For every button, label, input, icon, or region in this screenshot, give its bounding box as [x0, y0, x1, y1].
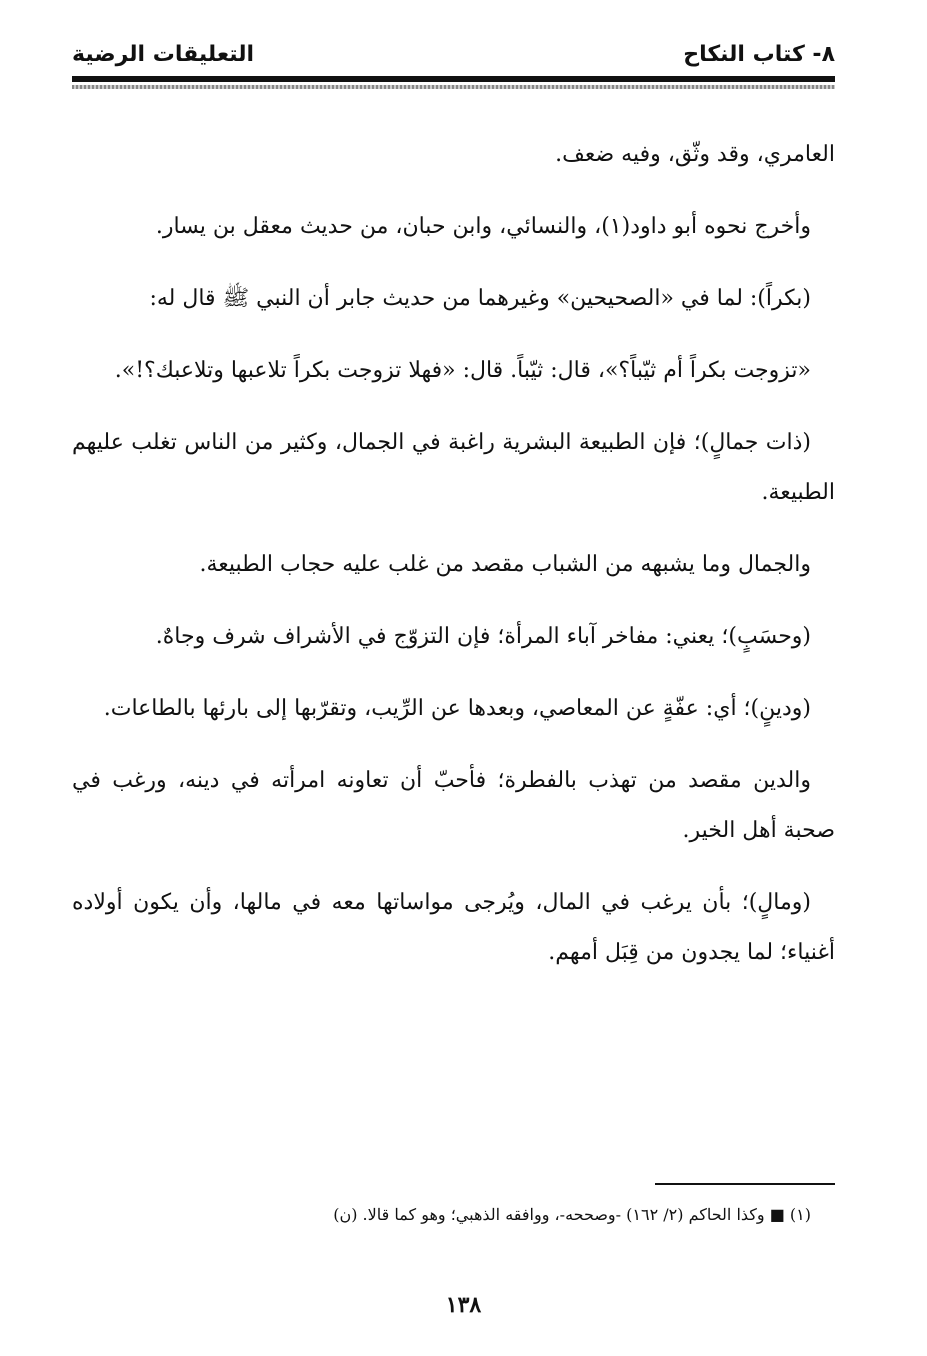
- footnote-divider: [655, 1183, 835, 1185]
- header-rule-thick: [72, 76, 835, 82]
- paragraph: وأخرج نحوه أبو داود(١)، والنسائي، وابن حبان، من حديث معقل بن يسار.: [155, 214, 811, 239]
- paragraph: والجمال وما يشبهه من الشباب مقصد من غلب عليه حجاب الطبيعة.: [199, 552, 811, 577]
- book-title: التعليقات الرضية: [72, 42, 255, 67]
- footnote: (١) ■ وكذا الحاكم (٢/ ١٦٢) -وصححه-، ووافقه الذهبي؛ وهو كما قالا. (ن): [333, 1205, 811, 1224]
- page-number: ١٣٨: [445, 1292, 482, 1318]
- page-header: [72, 38, 835, 74]
- paragraph: (ومالٍ)؛ بأن يرغب في المال، ويُرجى مواساتها معه في مالها، وأن يكون أولاده أغنياء؛ لما يجدون من قِبَل أمهم.: [72, 890, 835, 965]
- paragraph: «تزوجت بكراً أم ثيّباً؟»، قال: ثيّباً. قال: «فهلا تزوجت بكراً تلاعبها وتلاعبك؟!».: [114, 358, 811, 383]
- paragraph: (ودينٍ)؛ أي: عفّةٍ عن المعاصي، وبعدها عن الرِّيب، وتقرّبها إلى بارئها بالطاعات.: [103, 696, 811, 721]
- paragraph: (وحسَبٍ)؛ يعني: مفاخر آباء المرأة؛ فإن التزوّج في الأشراف شرف وجاهٌ.: [155, 624, 811, 649]
- paragraph: والدين مقصد من تهذب بالفطرة؛ فأحبّ أن تعاونه امرأته في دينه، ورغب في صحبة أهل الخير.: [72, 768, 835, 843]
- paragraph: العامري، وقد وثّق، وفيه ضعف.: [555, 142, 835, 167]
- chapter-title: ٨- كتاب النكاح: [683, 42, 835, 67]
- paragraph: (ذات جمالٍ)؛ فإن الطبيعة البشرية راغبة في الجمال، وكثير من الناس تغلب عليهم الطبيعة.: [72, 430, 835, 505]
- main-text: [72, 130, 835, 1000]
- header-rule-thin: [72, 85, 835, 89]
- paragraph: (بكراً): لما في «الصحيحين» وغيرهما من حديث جابر أن النبي ﷺ قال له:: [149, 286, 811, 311]
